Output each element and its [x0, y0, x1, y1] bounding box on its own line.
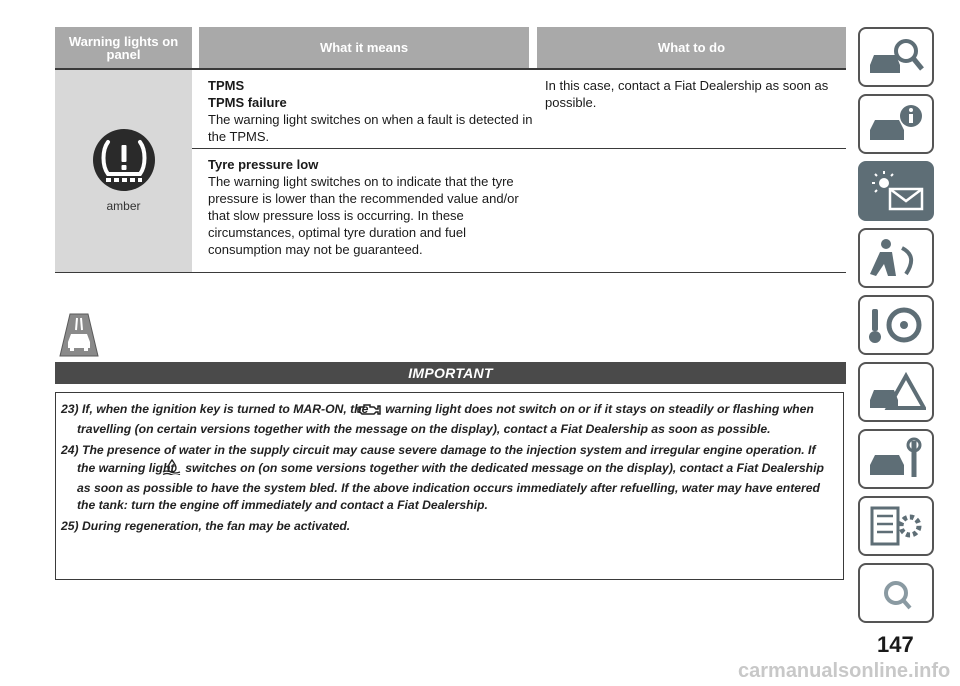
page-number: 147 — [877, 632, 914, 657]
note-item: 24) The presence of water in the supply circuit may cause severe damage to the injection system and irregular engine operation. If the warning light switches on (on some versions together with the dedicated message on the display), contact a Fiat Dealership as soon as possible to have the system bled. If the above indication occurs immediately after refuelling, water may have entered the tank: turn the engine off immediately and contact a Fiat Dealership. — [61, 443, 824, 512]
tab-starting-driving[interactable] — [858, 295, 934, 355]
note-item: 23) If, when the ignition key is turned to MAR-ON, the warning light does not switch on or if it stays on steadily or flashing when travelling (on certain versions together with the message on the display), contact a Fiat Dealership as soon as possible. — [61, 402, 814, 436]
table-body — [55, 70, 846, 273]
tab-car-search[interactable] — [858, 27, 934, 87]
row-subtitle: TPMS failure — [208, 95, 287, 110]
steering-key-icon — [866, 303, 926, 347]
tab-technical-data[interactable] — [858, 496, 934, 556]
row-subtitle: Tyre pressure low — [208, 157, 319, 172]
important-notes — [55, 392, 844, 580]
warning-lights-table — [55, 27, 846, 273]
car-warning-icon — [866, 370, 926, 414]
water-in-fuel-icon — [178, 459, 182, 480]
row-action: In this case, contact a Fiat Dealership as soon as possible. — [545, 78, 829, 110]
tab-car-info[interactable] — [858, 94, 934, 154]
airbag-person-icon — [866, 236, 926, 280]
important-heading: IMPORTANT — [55, 362, 846, 384]
table-header — [55, 27, 846, 68]
engine-icon — [372, 402, 382, 421]
tab-safety[interactable] — [858, 228, 934, 288]
lamp-cell — [55, 70, 192, 272]
tyre-pressure-icon — [93, 129, 155, 191]
road-warning-icon — [58, 312, 100, 358]
note-item: 25) During regeneration, the fan may be activated. — [61, 519, 351, 533]
row-meaning: The warning light switches on when a fault is detected in the TPMS. — [208, 112, 533, 144]
chapter-tabs — [858, 27, 934, 630]
alphabet-index-icon — [866, 571, 926, 615]
car-search-icon — [866, 35, 926, 79]
row-action — [533, 156, 845, 258]
row-title: TPMS — [208, 78, 245, 93]
tab-index[interactable] — [858, 563, 934, 623]
warning-lights-icon — [866, 169, 926, 213]
table-row — [192, 70, 846, 149]
car-info-icon — [866, 102, 926, 146]
row-meaning: The warning light switches on to indicate that the tyre pressure is lower than the recommended value and/or that slow pressure loss is occurring. In these circumstances, optimal tyre duration and fuel consumption may not be guaranteed. — [208, 174, 519, 257]
table-row — [192, 149, 846, 258]
lamp-color-label: amber — [106, 199, 141, 213]
header-what-it-means: What it means — [199, 27, 529, 68]
car-wrench-icon — [866, 437, 926, 481]
header-warning-lights: Warning lights on panel — [55, 27, 192, 68]
header-what-to-do: What to do — [537, 27, 846, 68]
footer-watermark: carmanualsonline.info — [738, 660, 951, 682]
list-gear-icon — [866, 504, 926, 548]
tab-maintenance[interactable] — [858, 429, 934, 489]
tab-emergency[interactable] — [858, 362, 934, 422]
tab-warning-lights[interactable] — [858, 161, 934, 221]
